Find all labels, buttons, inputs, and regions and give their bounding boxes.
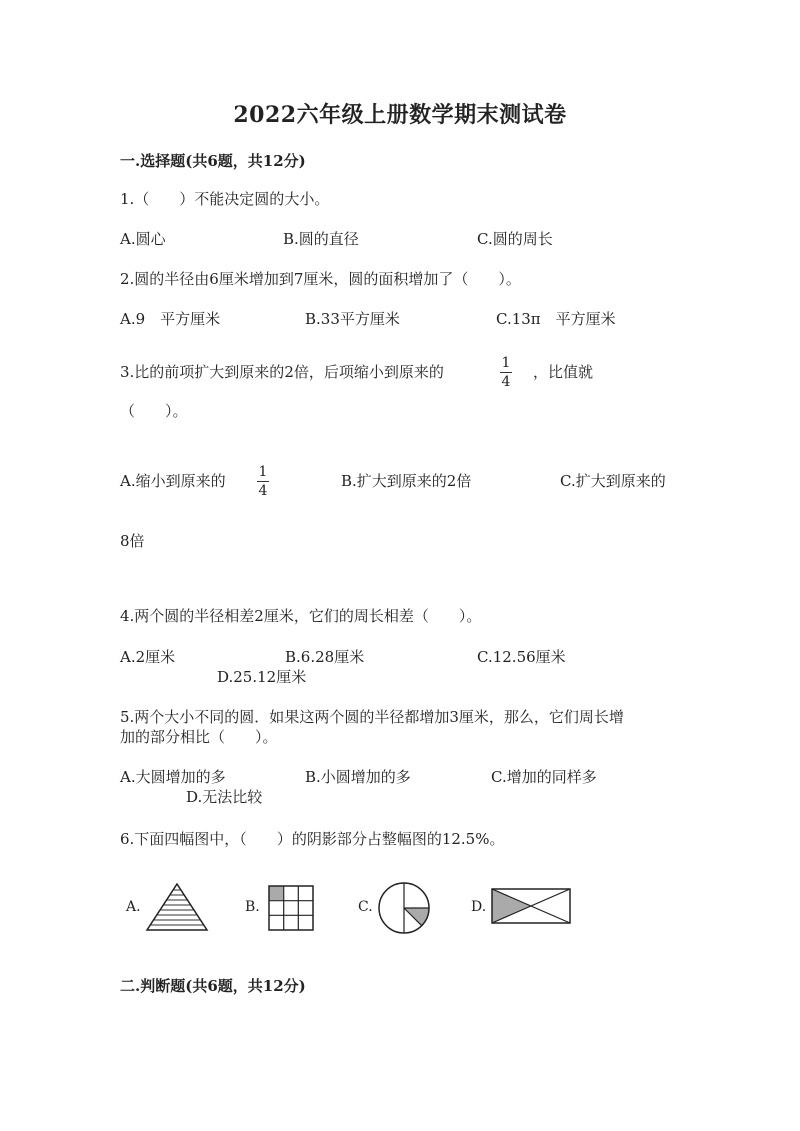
grid-square-figure	[268, 885, 314, 931]
question-4-option-b: B.6.28厘米	[285, 648, 365, 666]
question-3-option-a-fraction	[254, 464, 272, 499]
fraction-denominator: 4	[258, 483, 268, 499]
question-1-option-a: A.圆心	[120, 230, 166, 248]
question-4-stem: 4.两个圆的半径相差2厘米，它们的周长相差（ ）。	[120, 607, 482, 625]
question-4-option-c: C.12.56厘米	[477, 648, 566, 666]
question-2-option-b: B.33平方厘米	[305, 310, 400, 328]
question-5-option-a: A.大圆增加的多	[120, 768, 226, 786]
question-3-stem-line2: （ ）。	[120, 402, 188, 420]
question-6-option-d-label: D.	[471, 899, 487, 915]
question-3-stem-end: ，比值就	[533, 363, 594, 381]
question-3-stem: 3.比的前项扩大到原来的2倍，后项缩小到原来的	[120, 363, 444, 381]
question-6-option-b-label: B.	[245, 899, 260, 915]
question-2-option-c: C.13π 平方厘米	[496, 310, 616, 328]
question-4-option-a: A.2厘米	[120, 648, 176, 666]
question-2-option-a: A.9 平方厘米	[120, 310, 221, 328]
question-6-option-c-label: C.	[358, 899, 373, 915]
fraction-numerator: 1	[258, 464, 268, 480]
fraction-bar	[257, 481, 269, 482]
question-3-option-a: A.缩小到原来的	[120, 472, 226, 490]
question-6-option-a-label: A.	[126, 899, 141, 915]
question-1-option-c: C.圆的周长	[477, 230, 553, 248]
question-3-option-c: C.扩大到原来的	[560, 472, 666, 490]
fraction-numerator: 1	[501, 355, 511, 371]
page-title: 2022六年级上册数学期末测试卷	[233, 102, 567, 128]
question-4-option-d: D.25.12厘米	[217, 668, 307, 686]
fraction-bar	[500, 372, 512, 373]
question-5-stem-line2: 加的部分相比（ ）。	[120, 728, 278, 746]
pie-circle-figure	[377, 881, 431, 935]
question-3-option-b: B.扩大到原来的2倍	[341, 472, 472, 490]
rectangle-diagonals-figure	[491, 888, 571, 924]
question-5-option-c: C.增加的同样多	[491, 768, 597, 786]
question-3-fraction	[497, 355, 515, 390]
question-5-option-b: B.小圆增加的多	[305, 768, 411, 786]
section-1-heading: 一.选择题(共6题，共12分)	[120, 152, 306, 170]
question-1-stem: 1.（ ）不能决定圆的大小。	[120, 190, 330, 208]
question-3-option-c-continued: 8倍	[120, 532, 145, 550]
question-2-stem: 2.圆的半径由6厘米增加到7厘米，圆的面积增加了（ ）。	[120, 270, 521, 288]
question-5-option-d: D.无法比较	[186, 788, 263, 806]
striped-triangle-figure	[145, 882, 209, 932]
question-5-stem: 5.两个大小不同的圆．如果这两个圆的半径都增加3厘米，那么，它们周长增	[120, 708, 624, 726]
section-2-heading: 二.判断题(共6题，共12分)	[120, 977, 306, 995]
question-1-option-b: B.圆的直径	[283, 230, 359, 248]
fraction-denominator: 4	[501, 374, 511, 390]
question-6-stem: 6.下面四幅图中，（ ）的阴影部分占整幅图的12.5%。	[120, 830, 505, 848]
